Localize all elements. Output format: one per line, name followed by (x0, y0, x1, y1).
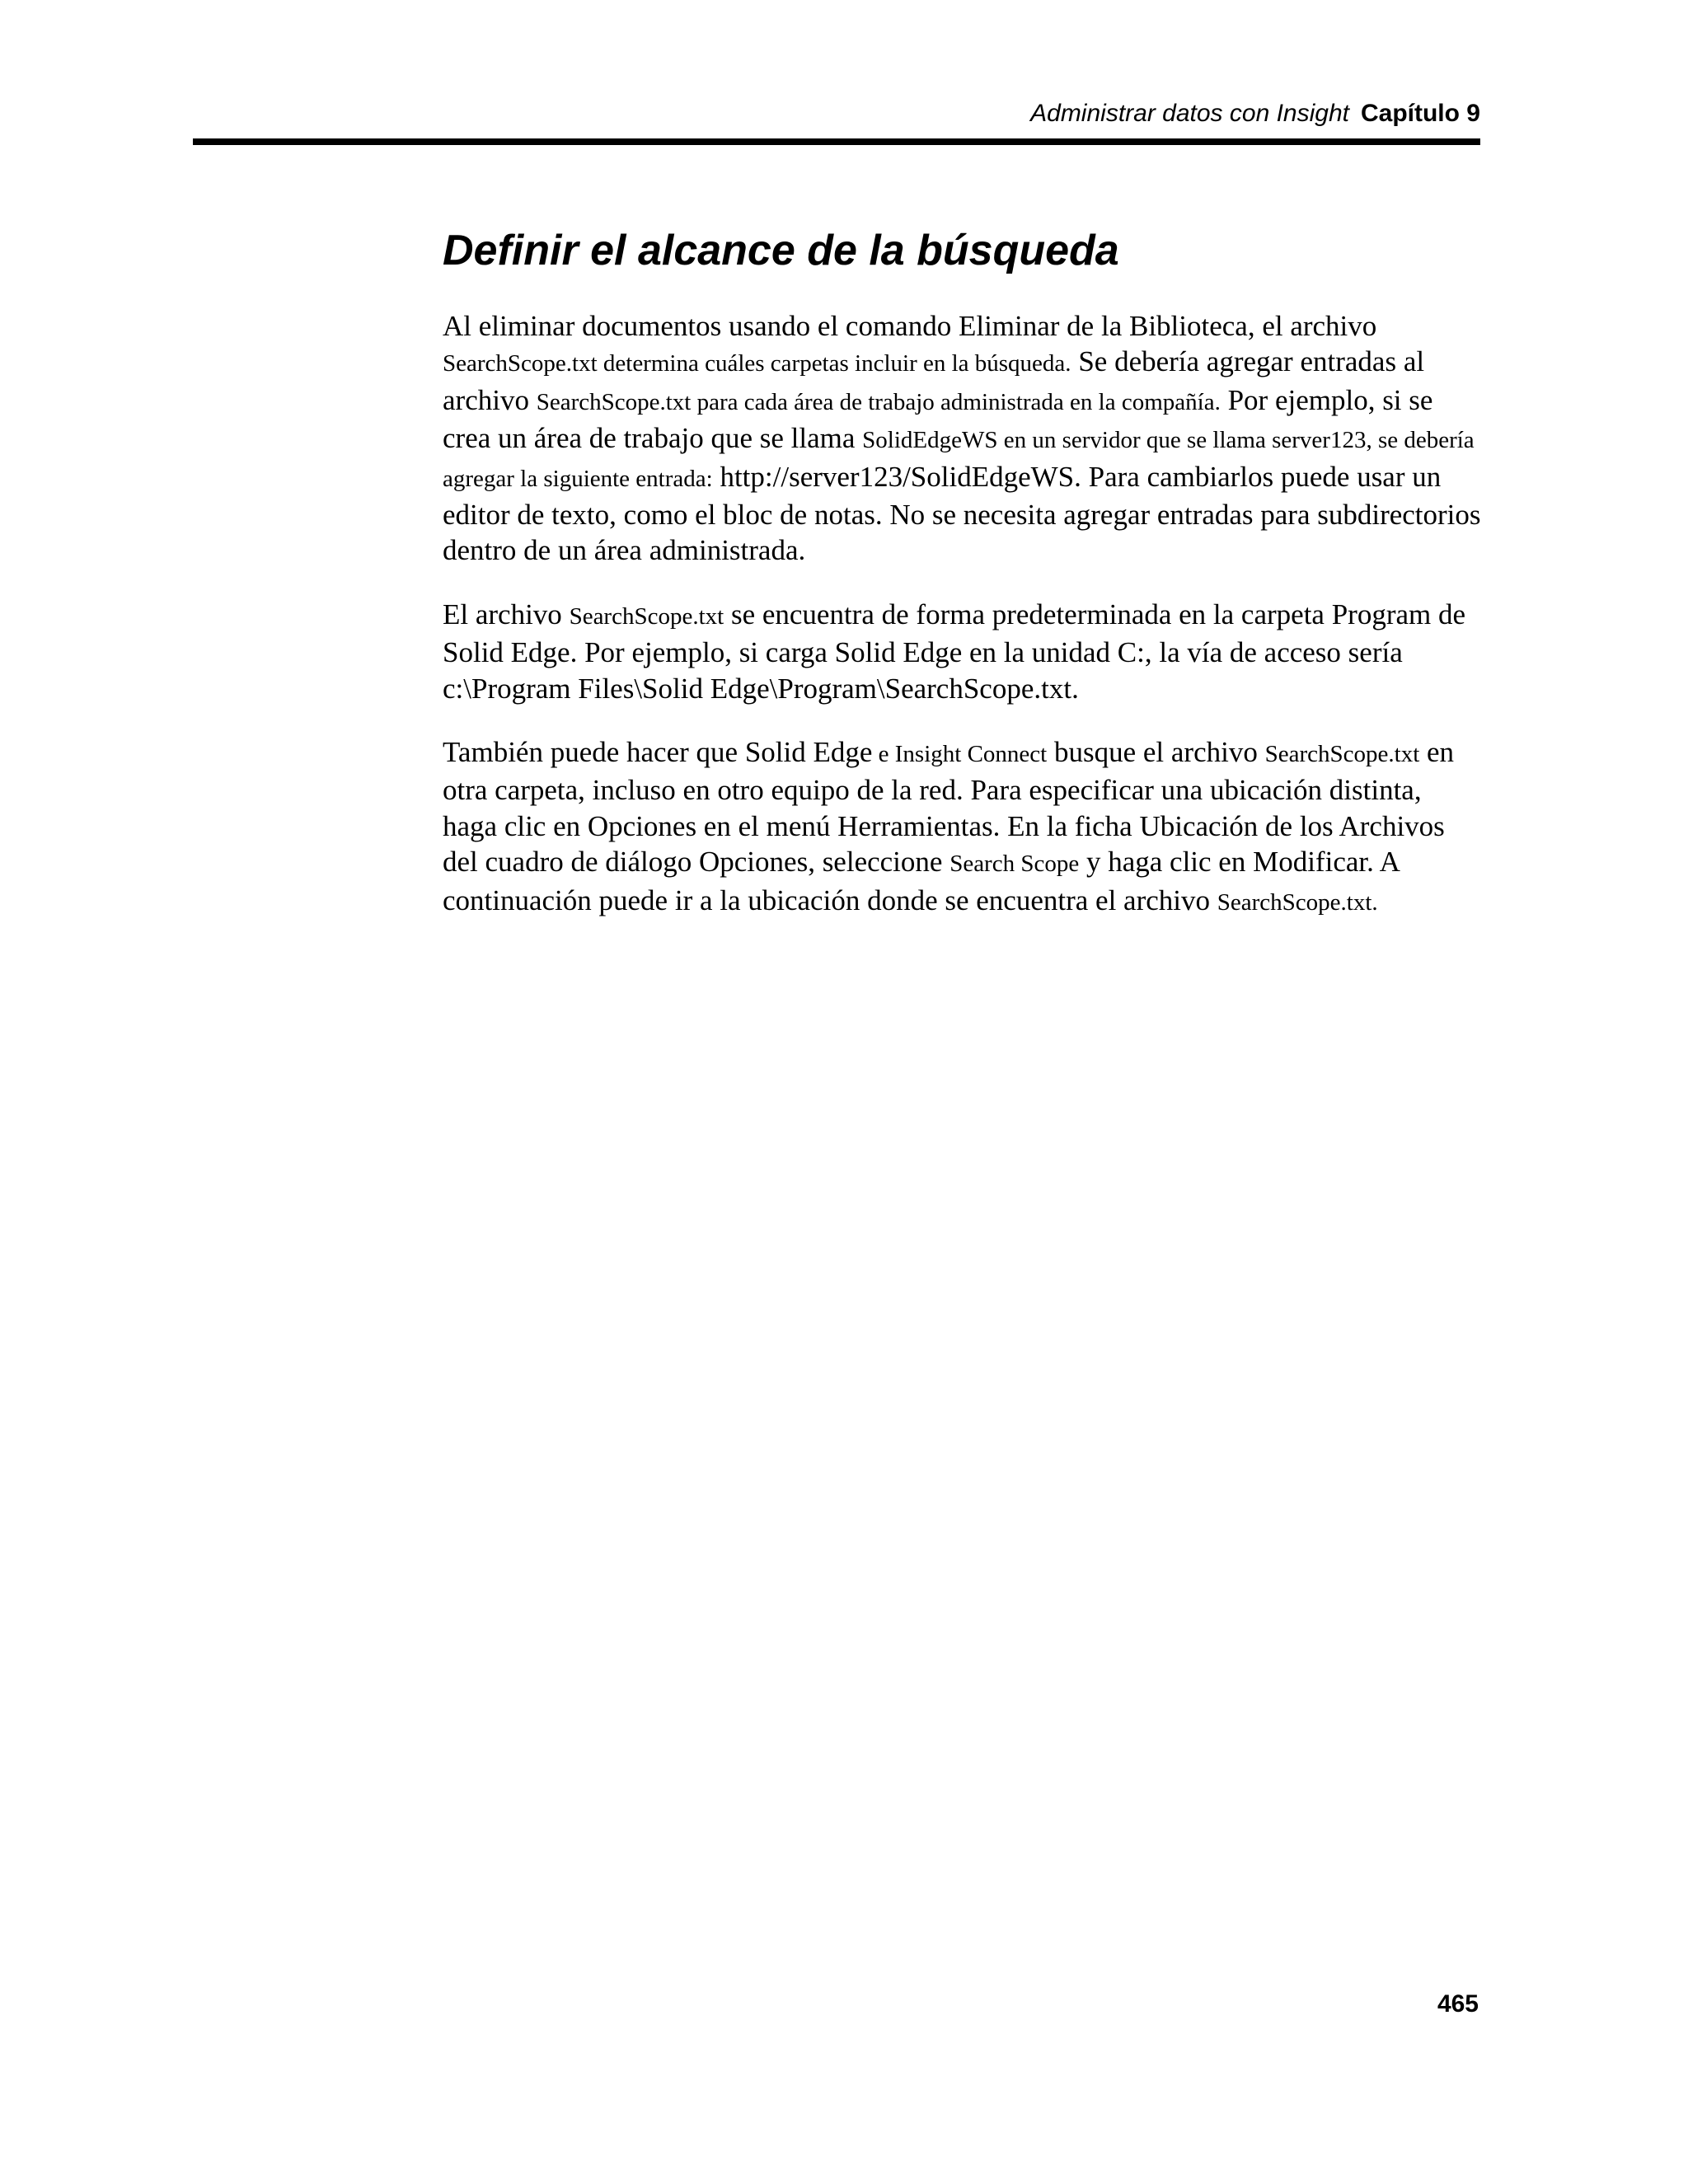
paragraph-3-option-name: Search Scope (950, 851, 1080, 878)
paragraph-2-text: se encuentra de forma predeterminada en la carpeta Program de Solid Edge. Por ejemplo, si carga Solid Edge en la unidad C:, la vía de acceso sería c:\Program Files\Solid Edge\Program\SearchScope.txt. (443, 598, 1466, 705)
paragraph-3-text: También puede hacer que Solid Edge (443, 736, 873, 769)
paragraph-2 (443, 597, 1483, 706)
header-rule (193, 138, 1480, 145)
paragraph-3-product-name: e Insight Connect (872, 741, 1048, 768)
paragraph-1-filename-note: SearchScope.txt determina cuáles carpetas incluir en la búsqueda. (443, 350, 1071, 377)
running-header (1030, 97, 1480, 130)
chapter-title: Administrar datos con Insight (1030, 100, 1349, 127)
paragraph-3-text: busque el archivo (1047, 736, 1265, 769)
paragraph-1 (443, 308, 1483, 569)
paragraph-1-text: Se debería agregar entradas al archivo (443, 345, 1425, 416)
paragraph-1-text: Por ejemplo, si se crea un área de trabajo que se llama (443, 383, 1433, 455)
main-content (443, 224, 1483, 949)
section-heading: Definir el alcance de la búsqueda (443, 227, 1119, 274)
paragraph-1-server-note: SolidEdgeWS en un servidor que se llama server123, se debería agregar la siguiente entrada: (443, 427, 1475, 492)
paragraph-1-text: http://server123/SolidEdgeWS. Para cambiarlos puede usar un editor de texto, como el bloc de notas. No se necesita agregar entradas para subdirectorios dentro de un área administrada. (443, 460, 1481, 567)
paragraph-3-filename: SearchScope.txt. (1217, 888, 1378, 916)
paragraph-3 (443, 734, 1483, 921)
paragraph-3-text: en otra carpeta, incluso en otro equipo de la red. Para especificar una ubicación distinta, haga clic en Opciones en el menú Herramientas. En la ficha Ubicación de los Archivos del cuadro de diálogo Opciones, seleccione (443, 736, 1455, 879)
paragraph-2-text: El archivo (443, 598, 570, 630)
paragraph-3-text: y haga clic en Modificar. A continuación puede ir a la ubicación donde se encuentra el archivo (443, 846, 1400, 916)
paragraph-1-text: Al eliminar documentos usando el comando Eliminar de la Biblioteca, el archivo (443, 310, 1377, 342)
chapter-number: Capítulo 9 (1360, 100, 1480, 127)
paragraph-1-filename-note: SearchScope.txt para cada área de trabajo administrada en la compañía. (536, 388, 1221, 415)
paragraph-3-filename: SearchScope.txt (1264, 741, 1420, 768)
page-number: 465 (1437, 1990, 1479, 2018)
paragraph-2-filename: SearchScope.txt (569, 602, 724, 630)
